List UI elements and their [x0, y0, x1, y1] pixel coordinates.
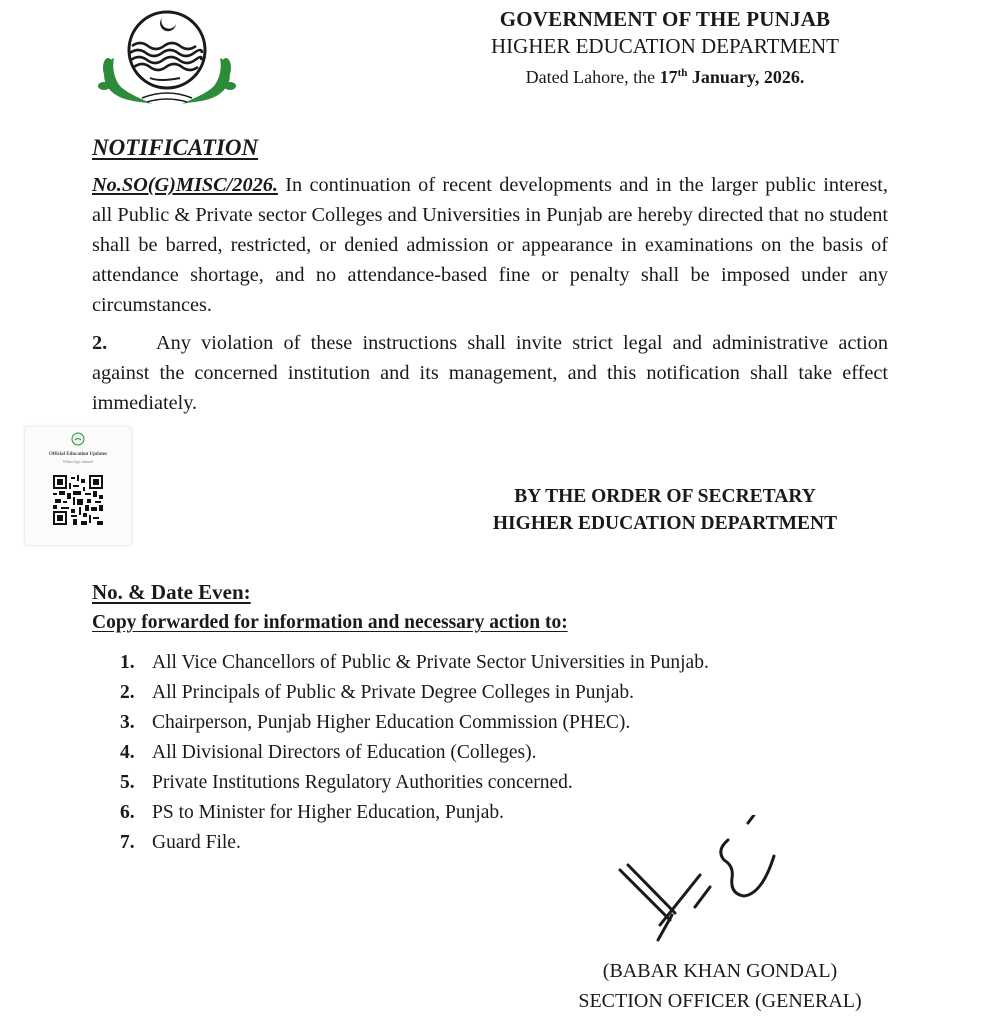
qr-card-subtitle: WhatsApp channel: [62, 459, 94, 464]
government-title: GOVERNMENT OF THE PUNJAB: [499, 7, 831, 31]
signatory-designation: SECTION OFFICER (GENERAL): [578, 990, 862, 1012]
no-and-date-heading: No. & Date Even:: [92, 580, 251, 604]
qr-card-title: Official Education Updates: [48, 452, 108, 457]
list-item: 7. Guard File.: [120, 832, 241, 853]
paragraph-1-text: In continuation of recent developments and in the larger public interest, all Public & Private sector Colleges and Universities in Punjab are hereby directed that no student shall be barred, restricted, or denied admission or appearance in examinations on the basis of attendance shortage, and no attendance-based fine or penalty shall be imposed under any circumstances.: [92, 174, 888, 316]
notification-title: NOTIFICATION: [92, 135, 259, 160]
signature-icon: [600, 815, 820, 945]
date-ordinal: th: [677, 67, 688, 79]
paragraph-2: [92, 328, 888, 418]
department-title: HIGHER EDUCATION DEPARTMENT: [491, 34, 839, 58]
emblem-icon: [71, 432, 85, 446]
order-line-2: HIGHER EDUCATION DEPARTMENT: [492, 513, 838, 534]
date-day: 17: [659, 67, 678, 87]
signatory-name: (BABAR KHAN GONDAL): [602, 960, 838, 982]
order-line-1: BY THE ORDER OF SECRETARY: [514, 486, 816, 507]
list-item: 6. PS to Minister for Higher Education, Punjab.: [120, 802, 505, 823]
letterhead: [455, 6, 875, 91]
list-item: 2. All Principals of Public & Private Degree Colleges in Punjab.: [120, 682, 635, 703]
dated-line: [455, 60, 875, 91]
list-item: 3. Chairperson, Punjab Higher Education Commission (PHEC).: [120, 712, 631, 733]
punjab-government-emblem-icon: [92, 2, 242, 114]
signatory-block: [520, 956, 920, 1016]
order-block: [440, 483, 890, 537]
qr-card[interactable]: [24, 426, 132, 546]
qr-code-icon[interactable]: [53, 475, 103, 525]
list-item: 4. All Divisional Directors of Education (Colleges).: [120, 742, 537, 763]
list-item: 5. Private Institutions Regulatory Authorities concerned.: [120, 772, 573, 793]
date-rest: January, 2026.: [687, 67, 805, 87]
reference-number: No.SO(G)MISC/2026.: [92, 174, 278, 196]
copy-forwarded-heading: Copy forwarded for information and necessary action to:: [92, 612, 568, 633]
paragraph-1: [92, 170, 888, 320]
paragraph-2-text: Any violation of these instructions shall invite strict legal and administrative action against the concerned institution and its management, and this notification shall take effect immediately.: [92, 332, 888, 414]
list-item: 1. All Vice Chancellors of Public & Private Sector Universities in Punjab.: [120, 652, 709, 673]
paragraph-2-number: 2.: [92, 332, 108, 354]
date-prefix: Dated Lahore, the: [525, 67, 660, 87]
